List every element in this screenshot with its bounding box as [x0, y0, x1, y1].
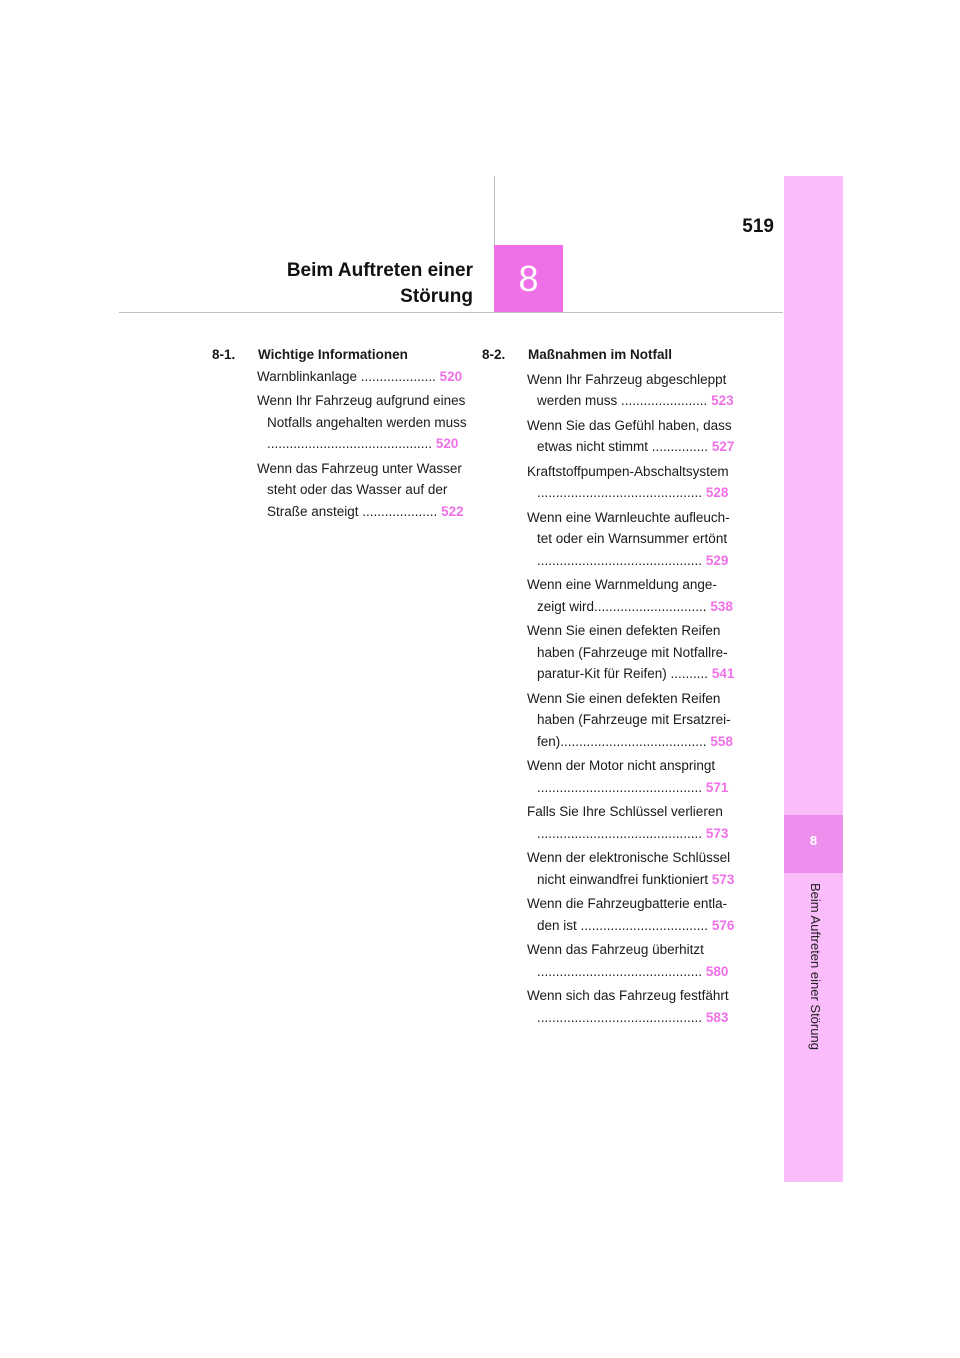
toc-entry-line: Wenn der elektronische Schlüssel [527, 850, 731, 865]
toc-entry-text: Straße ansteigt .................... [267, 503, 438, 519]
toc-entry-text: werden muss ....................... [537, 393, 708, 408]
toc-entry[interactable] [527, 893, 744, 936]
toc-entry-text: fen)....................................... [537, 733, 707, 749]
chapter-number-box: 8 [494, 245, 563, 312]
toc-entry-line [527, 823, 744, 845]
toc-page-link[interactable]: 520 [435, 436, 459, 451]
toc-entry-text: nicht einwandfrei funktioniert [537, 871, 709, 887]
toc-page-link[interactable]: 541 [711, 666, 735, 681]
header-divider-horizontal [119, 312, 783, 313]
toc-page-link[interactable]: 527 [711, 439, 735, 454]
toc-entry[interactable] [527, 461, 744, 504]
toc-entry-line: Notfalls angehalten werden muss [267, 414, 467, 430]
toc-entry-text: etwas nicht stimmt ............... [537, 439, 709, 454]
toc-entry-line: Wenn Sie das Gefühl haben, dass [527, 417, 732, 433]
chapter-title [287, 258, 473, 310]
toc-entry-line: Wenn das Fahrzeug überhitzt [527, 942, 704, 957]
chapter-title-line1: Beim Auftreten einer [286, 260, 473, 281]
toc-entry-line: Wenn eine Warnmeldung ange- [527, 577, 717, 592]
toc-page-link[interactable]: 523 [711, 393, 734, 408]
toc-entry-line: Falls Sie Ihre Schlüssel verlieren [527, 804, 723, 819]
toc-entry[interactable] [257, 366, 472, 388]
page-number: 519 [742, 216, 774, 237]
toc-entry-line: Wenn Sie einen defekten Reifen [527, 690, 721, 706]
toc-page-link[interactable]: 580 [705, 963, 729, 979]
section-title: Maßnahmen im Notfall [528, 347, 673, 362]
toc-entry-line [527, 436, 744, 458]
toc-entry[interactable] [527, 688, 744, 753]
toc-entry-line [527, 869, 744, 891]
toc-entry[interactable] [527, 801, 744, 844]
chapter-title-line2: Störung [400, 286, 473, 307]
toc-entry-line [527, 1007, 744, 1029]
toc-page-link[interactable]: 573 [705, 825, 729, 841]
toc-entry-line [257, 433, 472, 455]
section-heading [212, 344, 472, 366]
toc-entry-line: Wenn eine Warnleuchte aufleuch- [527, 509, 730, 525]
toc-entry[interactable] [527, 939, 744, 982]
toc-entry-text: ............................................ [537, 552, 703, 568]
toc-entry[interactable] [527, 369, 744, 412]
toc-entry-text: ............................................ [537, 485, 703, 500]
toc-entry-line [527, 731, 744, 753]
toc-entry-text: ............................................ [537, 825, 703, 841]
toc-entry-text: ............................................ [267, 436, 433, 451]
toc-entry-line [527, 915, 744, 937]
toc-page-link[interactable]: 571 [705, 779, 729, 795]
toc-section-8-1 [212, 344, 472, 522]
toc-entry-line [527, 390, 744, 412]
toc-entry-text: zeigt wird.............................. [537, 598, 707, 614]
side-tab-label: Beim Auftreten einer Störung [808, 883, 823, 1050]
toc-entry[interactable] [527, 507, 744, 572]
toc-entry[interactable] [527, 415, 744, 458]
toc-entry[interactable] [257, 390, 472, 455]
toc-entry-line: Wenn Sie einen defekten Reifen [527, 623, 721, 638]
section-number: 8-1. [212, 347, 236, 362]
toc-entry-line [527, 961, 744, 983]
toc-entry-text: ............................................ [537, 963, 703, 979]
toc-entry-line: Wenn die Fahrzeugbatterie entla- [527, 896, 728, 911]
toc-page-link[interactable]: 529 [705, 552, 729, 568]
toc-entry-text: den ist .................................. [537, 917, 709, 933]
toc-page-link[interactable]: 520 [439, 368, 463, 384]
toc-entry-line [527, 550, 744, 572]
toc-entry-line: Kraftstoffpumpen-Abschaltsystem [527, 463, 729, 479]
toc-entry-text: ............................................ [537, 1009, 703, 1025]
toc-entry[interactable] [527, 847, 744, 890]
toc-entry-text: ............................................ [537, 779, 703, 795]
toc-entry-line [257, 366, 472, 388]
toc-entry-line [527, 777, 744, 799]
toc-entry-line: Wenn das Fahrzeug unter Wasser [257, 460, 462, 476]
header-divider-vertical [494, 176, 495, 246]
toc-entry[interactable] [527, 755, 744, 798]
toc-entry-line: Wenn sich das Fahrzeug festfährt [527, 988, 729, 1003]
toc-entry-line [527, 596, 744, 618]
toc-page-link[interactable]: 576 [711, 917, 735, 933]
toc-entry[interactable] [527, 574, 744, 617]
toc-entry-line [257, 501, 472, 523]
toc-page-link[interactable]: 538 [710, 598, 733, 614]
toc-section-8-2 [482, 344, 744, 1028]
toc-entry-line [527, 482, 744, 504]
toc-page-link[interactable]: 528 [705, 485, 729, 500]
toc-entry-line: Wenn Ihr Fahrzeug abgeschleppt [527, 371, 727, 387]
toc-entry-line: steht oder das Wasser auf der [267, 482, 448, 497]
toc-entry-line [527, 663, 744, 685]
toc-entry-line: tet oder ein Warnsummer ertönt [537, 531, 728, 546]
toc-entry-line: Wenn Ihr Fahrzeug aufgrund eines [257, 393, 466, 408]
toc-page-link[interactable]: 558 [710, 733, 733, 749]
toc-entry-line: haben (Fahrzeuge mit Notfallre- [537, 644, 728, 660]
toc-entry-text: Warnblinkanlage .................... [257, 368, 436, 384]
section-title: Wichtige Informationen [258, 347, 408, 362]
toc-entry-text: paratur-Kit für Reifen) .......... [537, 666, 709, 681]
section-number: 8-2. [482, 347, 506, 362]
toc-entry-line: Wenn der Motor nicht anspringt [527, 758, 716, 773]
toc-entry-line: haben (Fahrzeuge mit Ersatzrei- [537, 712, 731, 727]
toc-entry[interactable] [257, 458, 472, 523]
toc-page-link[interactable]: 583 [705, 1009, 729, 1025]
side-tab-number: 8 [809, 833, 818, 848]
section-heading [482, 344, 744, 366]
toc-entry[interactable] [527, 620, 744, 685]
toc-page-link[interactable]: 573 [711, 871, 735, 887]
toc-entry[interactable] [527, 985, 744, 1028]
toc-page-link[interactable]: 522 [441, 503, 464, 519]
